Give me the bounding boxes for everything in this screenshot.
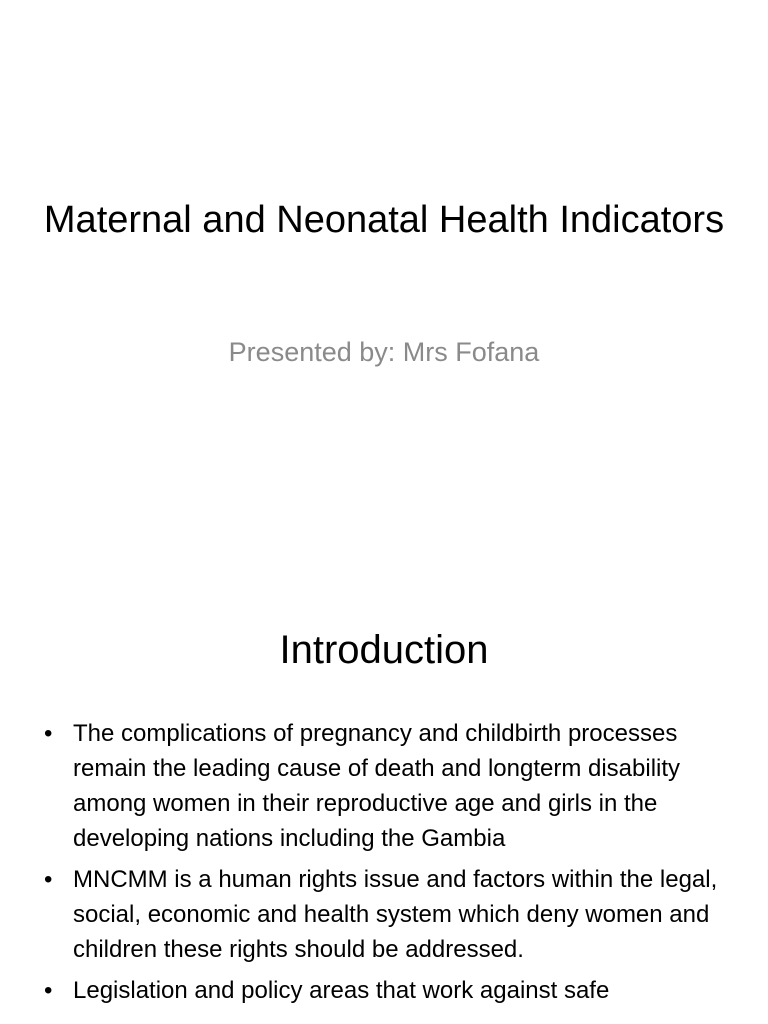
slide-title: Maternal and Neonatal Health Indicators (43, 199, 725, 241)
bullet-item (40, 862, 728, 967)
bullet-item (40, 716, 728, 856)
slide-title: Introduction (279, 628, 489, 672)
bullet-icon: • (44, 720, 53, 747)
introduction-slide (0, 576, 768, 1024)
slide-subtitle: Presented by: Mrs Fofana (228, 337, 540, 367)
bullet-text: Legislation and policy areas that work against safe (73, 977, 610, 1004)
bullet-icon: • (44, 866, 53, 893)
bullet-text: MNCMM is a human rights issue and factors within the legal, social, economic and health system which deny women and children these rights should be addressed. (73, 866, 718, 963)
bullet-list (40, 716, 728, 1014)
bullet-icon: • (44, 977, 53, 1004)
bullet-text: The complications of pregnancy and childbirth processes remain the leading cause of death and longterm disability among women in their reproductive age and girls in the developing nations including the Gambia (73, 720, 681, 852)
bullet-item (40, 973, 728, 1008)
